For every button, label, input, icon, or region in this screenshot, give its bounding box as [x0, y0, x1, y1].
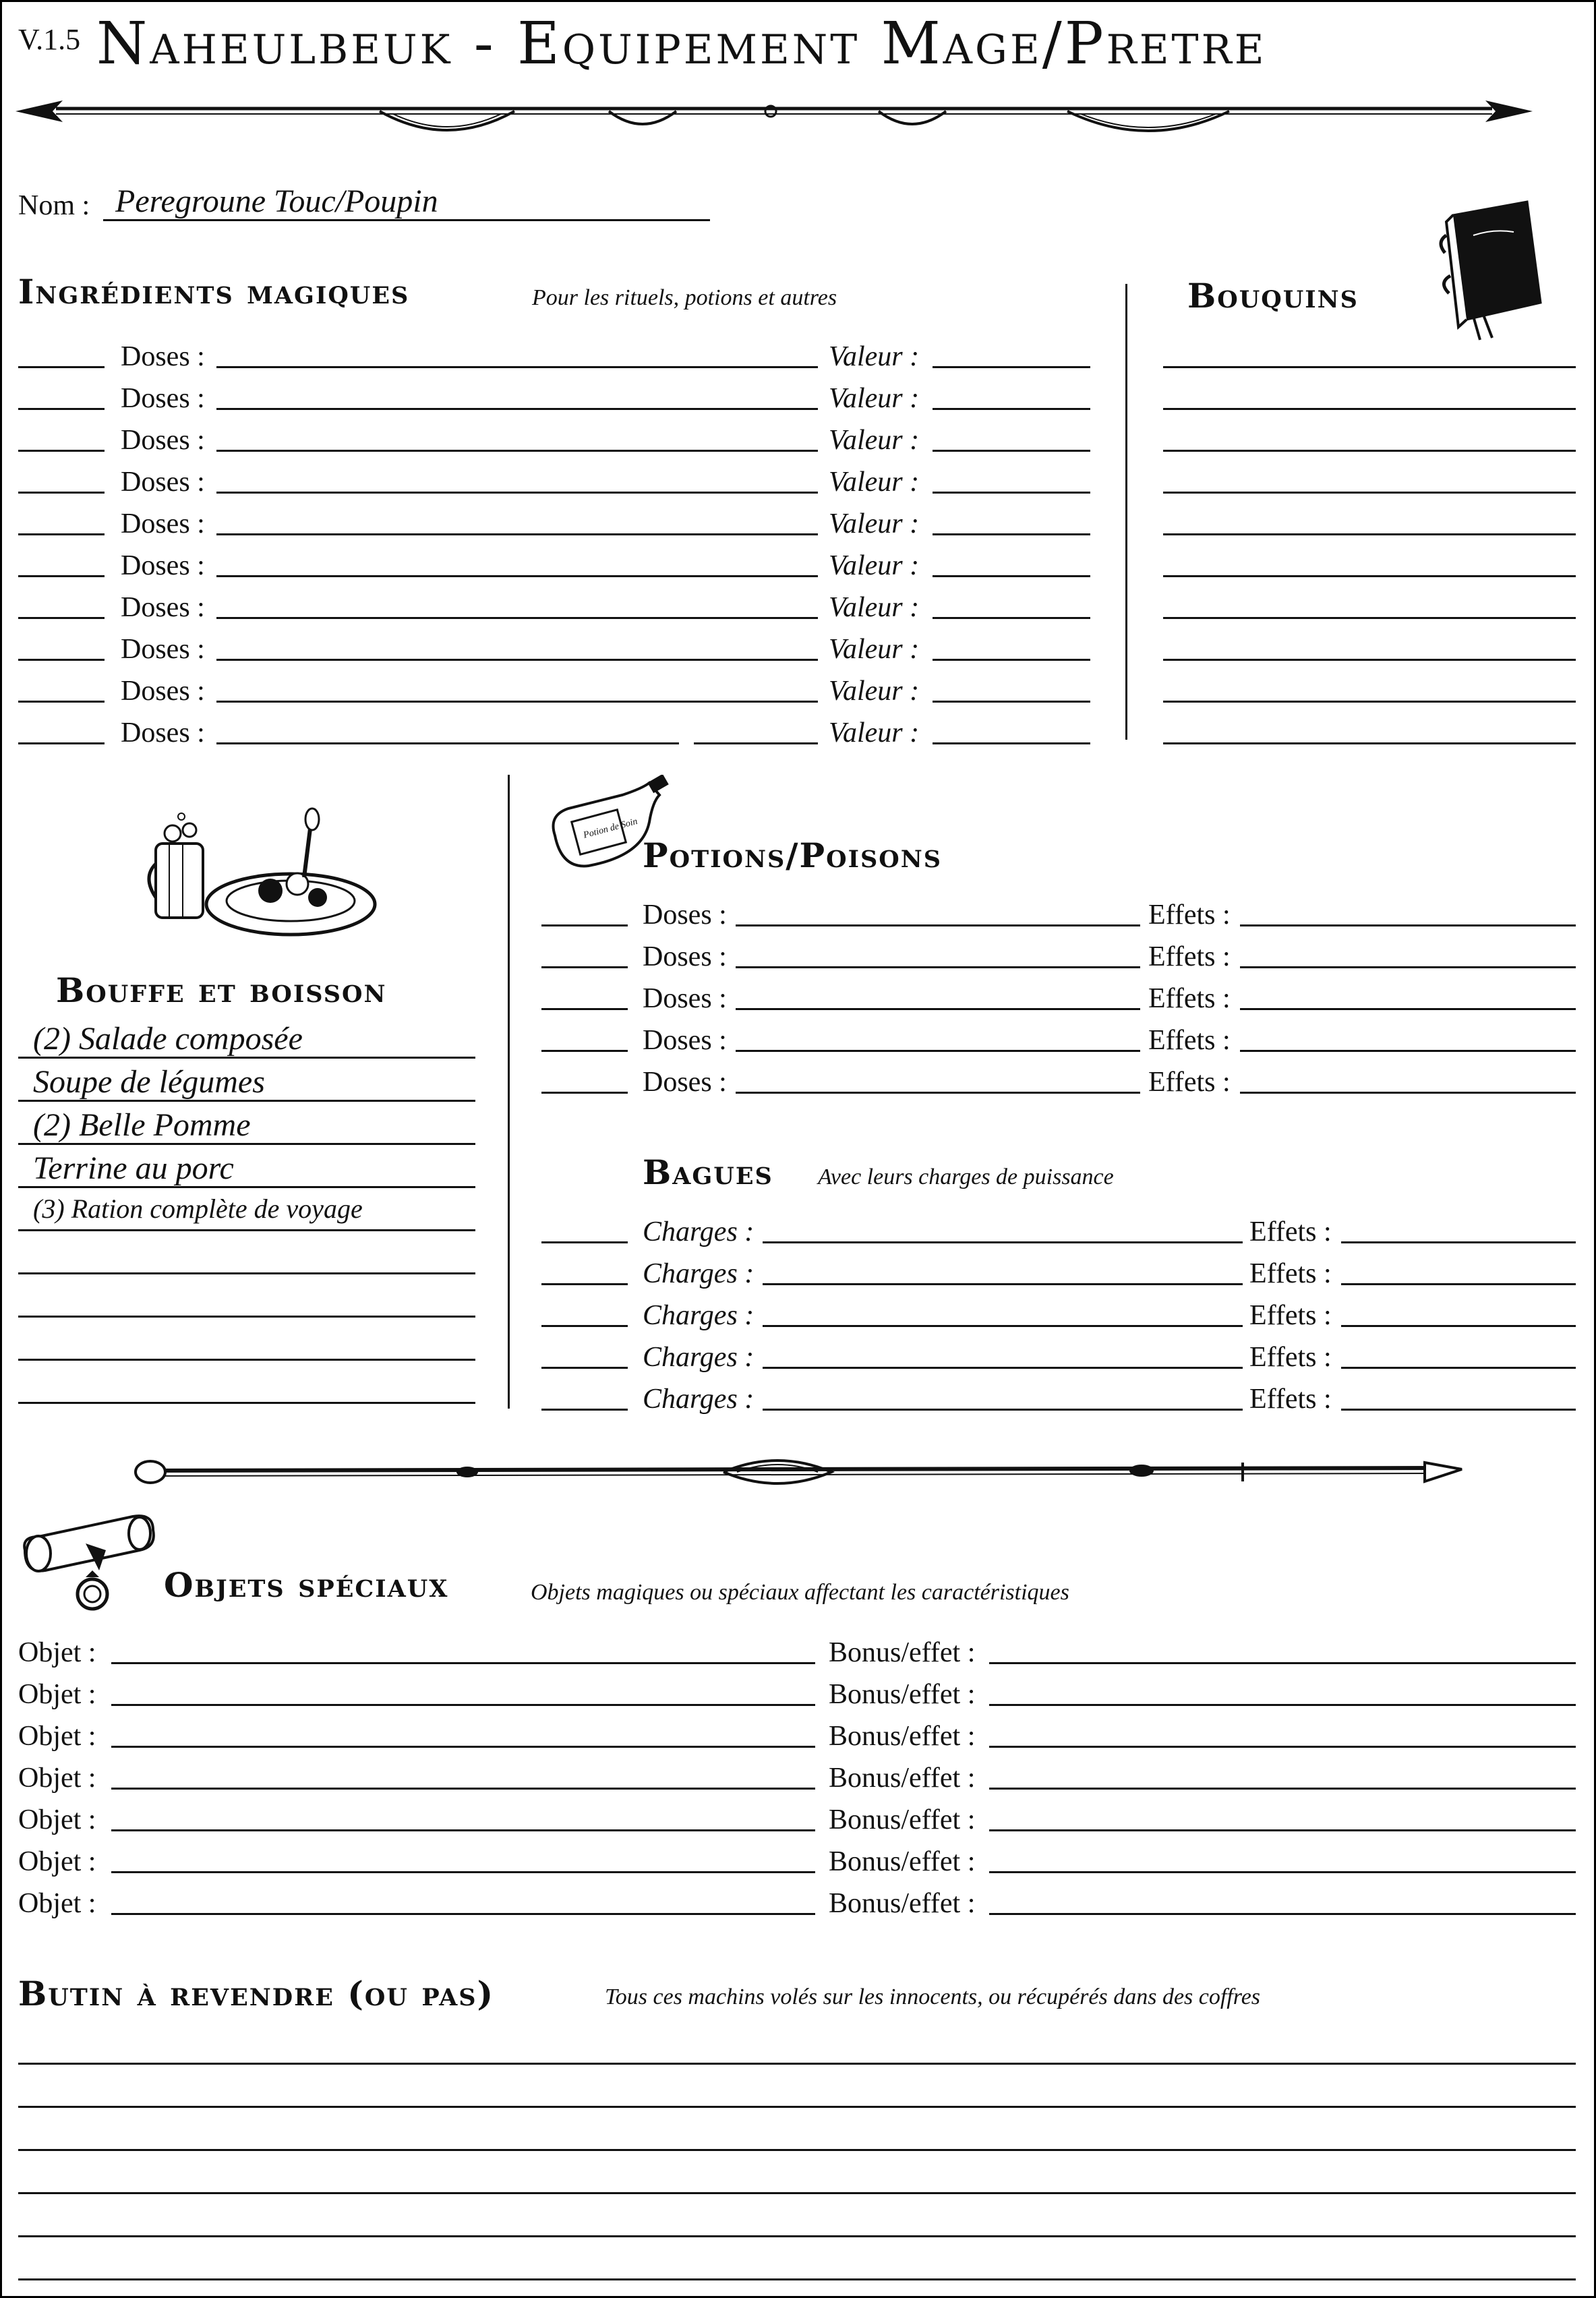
- scroll-ring-icon: [18, 1510, 160, 1618]
- ingredient-value-field[interactable]: [933, 659, 1090, 661]
- objet-bonus-field[interactable]: [989, 1704, 1576, 1706]
- bague-effect-field[interactable]: [1341, 1367, 1576, 1369]
- bagues-title: Bagues: [643, 1152, 773, 1192]
- name-underline: [103, 219, 710, 221]
- bague-effect-field[interactable]: [1341, 1409, 1576, 1411]
- bague-name-field[interactable]: [763, 1283, 1243, 1285]
- potion-qty-field[interactable]: [541, 1008, 628, 1010]
- potion-name-field[interactable]: [736, 966, 1140, 968]
- food-item-line[interactable]: [18, 1143, 475, 1145]
- objet-bonus-field[interactable]: [989, 1913, 1576, 1915]
- food-item-line[interactable]: [18, 1186, 475, 1188]
- potion-name-field[interactable]: [736, 1008, 1140, 1010]
- ingredient-name-field[interactable]: [216, 533, 818, 535]
- butin-field[interactable]: [18, 2063, 1576, 2065]
- ingredient-dose-label: Doses :: [121, 550, 205, 581]
- ingredient-value-field[interactable]: [933, 366, 1090, 368]
- food-title: Bouffe et boisson: [56, 970, 387, 1010]
- objet-label: Objet :: [18, 1888, 96, 1919]
- food-item-line[interactable]: [18, 1402, 475, 1404]
- bague-effect-label: Effets :: [1249, 1258, 1332, 1289]
- butin-field[interactable]: [18, 2278, 1576, 2280]
- objet-bonus-label: Bonus/effet :: [829, 1804, 976, 1835]
- objet-bonus-label: Bonus/effet :: [829, 1637, 976, 1668]
- potion-dose-label: Doses :: [643, 983, 727, 1014]
- potion-qty-field[interactable]: [541, 1092, 628, 1094]
- objets-subtitle: Objets magiques ou spéciaux affectant les caractéristiques: [531, 1580, 1069, 1605]
- food-item[interactable]: (3) Ration complète de voyage: [33, 1194, 363, 1224]
- ingredient-qty-field[interactable]: [18, 492, 105, 494]
- ingredient-qty-field[interactable]: [18, 450, 105, 452]
- ingredient-qty-field[interactable]: [18, 408, 105, 410]
- bouquin-field[interactable]: [1163, 450, 1576, 452]
- bouquin-field[interactable]: [1163, 742, 1576, 744]
- ingredient-name-field[interactable]: [216, 450, 818, 452]
- food-item[interactable]: (2) Belle Pomme: [33, 1107, 251, 1143]
- objet-label: Objet :: [18, 1763, 96, 1794]
- bague-name-field[interactable]: [763, 1325, 1243, 1327]
- bouquin-field[interactable]: [1163, 533, 1576, 535]
- potions-title: Potions/Poisons: [643, 835, 943, 875]
- potion-effect-label: Effets :: [1148, 983, 1231, 1014]
- potion-dose-label: Doses :: [643, 1025, 727, 1056]
- food-item[interactable]: Soupe de légumes: [33, 1064, 265, 1100]
- objet-name-field[interactable]: [111, 1746, 815, 1748]
- ingredient-dose-label: Doses :: [121, 467, 205, 498]
- ingredient-value-label: Valeur :: [829, 425, 920, 456]
- bague-effect-field[interactable]: [1341, 1325, 1576, 1327]
- ingredient-value-field[interactable]: [933, 450, 1090, 452]
- ingredient-value-field[interactable]: [933, 617, 1090, 619]
- butin-field[interactable]: [18, 2192, 1576, 2194]
- ingredient-value-label: Valeur :: [829, 383, 920, 414]
- bouquin-field[interactable]: [1163, 492, 1576, 494]
- bague-charge-label: Charges :: [643, 1342, 755, 1373]
- page-title: Naheulbeuk - Equipement Mage/Pretre: [96, 10, 1267, 78]
- potion-qty-field[interactable]: [541, 924, 628, 926]
- bottle-label: Potion de Soin: [582, 816, 639, 841]
- bouquin-field[interactable]: [1163, 575, 1576, 577]
- objet-bonus-label: Bonus/effet :: [829, 1888, 976, 1919]
- objet-name-field[interactable]: [111, 1913, 815, 1915]
- bague-name-field[interactable]: [763, 1367, 1243, 1369]
- butin-field[interactable]: [18, 2149, 1576, 2151]
- bouquin-field[interactable]: [1163, 366, 1576, 368]
- ingredient-dose-label: Doses :: [121, 592, 205, 623]
- objet-name-field[interactable]: [111, 1704, 815, 1706]
- ingredient-value-label: Valeur :: [829, 550, 920, 581]
- objet-label: Objet :: [18, 1679, 96, 1710]
- potion-dose-label: Doses :: [643, 941, 727, 972]
- ingredient-value-field[interactable]: [933, 408, 1090, 410]
- ingredient-qty-field[interactable]: [18, 701, 105, 703]
- objet-label: Objet :: [18, 1804, 96, 1835]
- potion-effect-field[interactable]: [1240, 1092, 1576, 1094]
- ingredient-value-field[interactable]: [933, 492, 1090, 494]
- bague-charge-label: Charges :: [643, 1384, 755, 1415]
- bague-effect-label: Effets :: [1249, 1216, 1332, 1247]
- butin-title: Butin à revendre (ou pas): [18, 1974, 495, 2013]
- food-item-line[interactable]: [18, 1057, 475, 1059]
- bague-name-field[interactable]: [763, 1409, 1243, 1411]
- objet-label: Objet :: [18, 1637, 96, 1668]
- potion-name-field[interactable]: [736, 1050, 1140, 1052]
- ingredient-name-field[interactable]: [216, 575, 818, 577]
- ingredient-value-label: Valeur :: [829, 592, 920, 623]
- objet-bonus-label: Bonus/effet :: [829, 1679, 976, 1710]
- ingredient-value-label: Valeur :: [829, 341, 920, 372]
- ingredients-separator: [1125, 284, 1127, 740]
- bague-qty-field[interactable]: [541, 1325, 628, 1327]
- food-item[interactable]: (2) Salade composée: [33, 1021, 303, 1057]
- ingredient-dose-label: Doses :: [121, 508, 205, 539]
- potion-effect-field[interactable]: [1240, 1050, 1576, 1052]
- ingredient-dose-label: Doses :: [121, 676, 205, 707]
- bouquin-field[interactable]: [1163, 701, 1576, 703]
- food-item-line[interactable]: [18, 1359, 475, 1361]
- potion-effect-label: Effets :: [1148, 1067, 1231, 1098]
- bouquins-title: Bouquins: [1187, 276, 1359, 316]
- ingredient-value-label: Valeur :: [829, 467, 920, 498]
- objets-title: Objets spéciaux: [164, 1565, 449, 1605]
- bague-effect-field[interactable]: [1341, 1283, 1576, 1285]
- objet-bonus-field[interactable]: [989, 1662, 1576, 1664]
- objet-name-field[interactable]: [111, 1829, 815, 1831]
- food-item-line[interactable]: [18, 1229, 475, 1231]
- ingredient-name-field[interactable]: [216, 742, 679, 744]
- food-item-line[interactable]: [18, 1272, 475, 1274]
- potion-effect-field[interactable]: [1240, 1008, 1576, 1010]
- objet-label: Objet :: [18, 1846, 96, 1877]
- book-icon: [1433, 195, 1547, 343]
- butin-subtitle: Tous ces machins volés sur les innocents, ou récupérés dans des coffres: [605, 1984, 1261, 2009]
- ingredient-name-field[interactable]: [216, 701, 818, 703]
- food-item[interactable]: Terrine au porc: [33, 1150, 234, 1186]
- ingredient-qty-field[interactable]: [18, 575, 105, 577]
- ingredient-value-label: Valeur :: [829, 508, 920, 539]
- objet-bonus-field[interactable]: [989, 1871, 1576, 1873]
- ingredient-dose-label: Doses :: [121, 341, 205, 372]
- bouquin-field[interactable]: [1163, 659, 1576, 661]
- potion-name-field[interactable]: [736, 1092, 1140, 1094]
- bagues-subtitle: Avec leurs charges de puissance: [818, 1165, 1114, 1189]
- objet-bonus-field[interactable]: [989, 1746, 1576, 1748]
- ingredient-value-label: Valeur :: [829, 717, 920, 748]
- ingredient-dose-label: Doses :: [121, 634, 205, 665]
- ingredient-name-field[interactable]: [216, 492, 818, 494]
- ingredient-value-field[interactable]: [933, 533, 1090, 535]
- objet-bonus-label: Bonus/effet :: [829, 1721, 976, 1752]
- butin-field[interactable]: [18, 2235, 1576, 2237]
- bague-qty-field[interactable]: [541, 1367, 628, 1369]
- ingredient-name-field[interactable]: [216, 366, 818, 368]
- ingredient-value-label: Valeur :: [829, 634, 920, 665]
- objet-bonus-label: Bonus/effet :: [829, 1846, 976, 1877]
- bague-qty-field[interactable]: [541, 1409, 628, 1411]
- ingredient-value-field[interactable]: [933, 742, 1090, 744]
- bague-charge-label: Charges :: [643, 1216, 755, 1247]
- potion-effect-label: Effets :: [1148, 1025, 1231, 1056]
- potion-effect-field[interactable]: [1240, 966, 1576, 968]
- ingredient-name-extra-field[interactable]: [694, 742, 818, 744]
- potion-effect-field[interactable]: [1240, 924, 1576, 926]
- ingredients-subtitle: Pour les rituels, potions et autres: [532, 285, 837, 310]
- potion-dose-label: Doses :: [643, 900, 727, 931]
- objet-name-field[interactable]: [111, 1788, 815, 1790]
- name-value[interactable]: Peregroune Touc/Poupin: [115, 183, 438, 219]
- ingredient-value-field[interactable]: [933, 701, 1090, 703]
- bague-effect-label: Effets :: [1249, 1300, 1332, 1331]
- food-separator: [508, 775, 510, 1409]
- bague-qty-field[interactable]: [541, 1283, 628, 1285]
- potion-effect-label: Effets :: [1148, 900, 1231, 931]
- potion-name-field[interactable]: [736, 924, 1140, 926]
- bague-effect-field[interactable]: [1341, 1241, 1576, 1243]
- objet-bonus-field[interactable]: [989, 1829, 1576, 1831]
- food-item-line[interactable]: [18, 1100, 475, 1102]
- ingredient-qty-field[interactable]: [18, 617, 105, 619]
- ingredient-value-label: Valeur :: [829, 676, 920, 707]
- objet-name-field[interactable]: [111, 1662, 815, 1664]
- objet-bonus-label: Bonus/effet :: [829, 1763, 976, 1794]
- bouquin-field[interactable]: [1163, 617, 1576, 619]
- bague-effect-label: Effets :: [1249, 1342, 1332, 1373]
- potion-effect-label: Effets :: [1148, 941, 1231, 972]
- spear-divider-icon: [16, 88, 1533, 149]
- potion-qty-field[interactable]: [541, 1050, 628, 1052]
- potion-qty-field[interactable]: [541, 966, 628, 968]
- objet-name-field[interactable]: [111, 1871, 815, 1873]
- bague-name-field[interactable]: [763, 1241, 1243, 1243]
- bouquin-field[interactable]: [1163, 408, 1576, 410]
- ingredient-qty-field[interactable]: [18, 533, 105, 535]
- staff-divider-icon: [130, 1449, 1465, 1496]
- bague-effect-label: Effets :: [1249, 1384, 1332, 1415]
- name-label: Nom :: [18, 190, 90, 221]
- potion-dose-label: Doses :: [643, 1067, 727, 1098]
- ingredient-qty-field[interactable]: [18, 659, 105, 661]
- ingredient-name-field[interactable]: [216, 617, 818, 619]
- ingredient-dose-label: Doses :: [121, 383, 205, 414]
- objet-label: Objet :: [18, 1721, 96, 1752]
- version-label: V.1.5: [18, 23, 81, 56]
- tavern-food-icon: [142, 803, 378, 945]
- ingredient-qty-field[interactable]: [18, 366, 105, 368]
- bague-qty-field[interactable]: [541, 1241, 628, 1243]
- butin-field[interactable]: [18, 2106, 1576, 2108]
- objet-bonus-field[interactable]: [989, 1788, 1576, 1790]
- ingredient-name-field[interactable]: [216, 659, 818, 661]
- ingredient-value-field[interactable]: [933, 575, 1090, 577]
- bague-charge-label: Charges :: [643, 1300, 755, 1331]
- food-item-line[interactable]: [18, 1316, 475, 1318]
- ingredient-name-field[interactable]: [216, 408, 818, 410]
- ingredient-dose-label: Doses :: [121, 425, 205, 456]
- ingredients-title: Ingrédients magiques: [18, 272, 410, 312]
- ingredient-dose-label: Doses :: [121, 717, 205, 748]
- ingredient-qty-field[interactable]: [18, 742, 105, 744]
- bague-charge-label: Charges :: [643, 1258, 755, 1289]
